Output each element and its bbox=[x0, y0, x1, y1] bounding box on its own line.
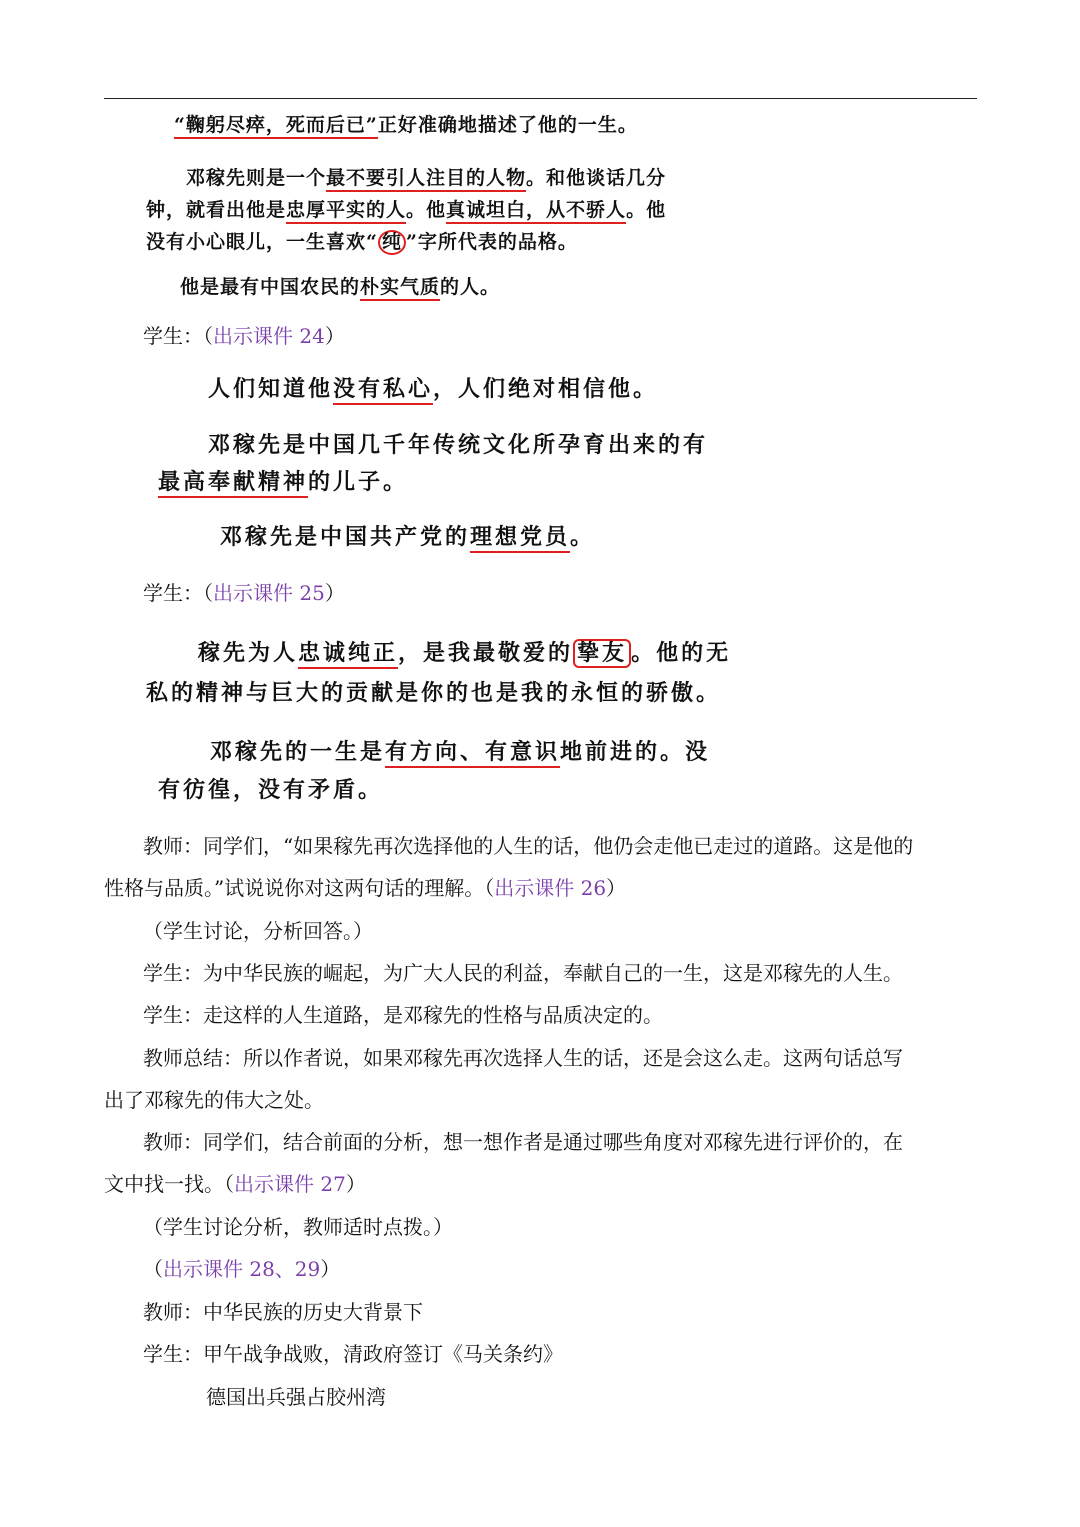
slide-reference: 出示课件 27 bbox=[234, 1172, 346, 1196]
student-line: 德国出兵强占胶州湾 bbox=[206, 1385, 386, 1409]
student-line: 学生：甲午战争战败，清政府签订《马关条约》 bbox=[143, 1342, 563, 1366]
underlined-phrase: 最高奉献精神 bbox=[158, 469, 308, 498]
note-line: （学生讨论分析，教师适时点拨。） bbox=[143, 1215, 453, 1239]
underlined-phrase: 理想党员 bbox=[470, 524, 570, 553]
student-line: 学生：（出示课件 25） bbox=[143, 581, 345, 605]
student-line: 学生：（出示课件 24） bbox=[143, 324, 345, 348]
header-rule bbox=[104, 98, 977, 99]
quote-line: 邓稼先则是一个最不要引人注目的人物。和他谈话几分 bbox=[186, 163, 666, 190]
teacher-line: 出了邓稼先的伟大之处。 bbox=[104, 1088, 324, 1112]
underlined-phrase: 忠诚纯正 bbox=[298, 640, 398, 669]
note-line: （出示课件 28、29） bbox=[143, 1257, 341, 1281]
quote-line: 邓稼先是中国共产党的理想党员。 bbox=[220, 520, 595, 551]
quote-line: 稼先为人忠诚纯正，是我最敬爱的 挚友 。他的无 bbox=[198, 636, 731, 668]
quote-line: “鞠躬尽瘁，死而后已”正好准确地描述了他的一生。 bbox=[174, 110, 638, 137]
quote-line: 最高奉献精神的儿子。 bbox=[158, 465, 408, 496]
underlined-phrase: 朴实气质 bbox=[360, 276, 440, 301]
quote-line: 邓稼先的一生是有方向、有意识地前进的。没 bbox=[210, 735, 710, 766]
teacher-line: 教师总结：所以作者说，如果邓稼先再次选择人生的话，还是会这么走。这两句话总写 bbox=[143, 1046, 903, 1070]
underlined-phrase: 有方向、有意识 bbox=[385, 739, 560, 768]
quote-line: 有彷徨，没有矛盾。 bbox=[158, 777, 384, 803]
quote-line: 钟，就看出他是忠厚平实的人。他真诚坦白，从不骄人。他 bbox=[146, 195, 666, 222]
slide-reference: 出示课件 28、29 bbox=[163, 1257, 321, 1281]
note-line: （学生讨论，分析回答。） bbox=[143, 919, 373, 943]
slide-reference: 出示课件 24 bbox=[213, 324, 325, 348]
quote-line: 他是最有中国农民的朴实气质的人。 bbox=[180, 272, 500, 299]
slide-reference: 出示课件 25 bbox=[213, 581, 325, 605]
teacher-line: 文中找一找。（出示课件 27） bbox=[104, 1172, 366, 1196]
underlined-phrase: “鞠躬尽瘁，死而后已” bbox=[174, 114, 378, 139]
student-line: 学生：走这样的人生道路，是邓稼先的性格与品质决定的。 bbox=[143, 1003, 663, 1027]
underlined-phrase: 最不要引人注目的人物 bbox=[326, 167, 526, 192]
teacher-line: 教师：同学们，结合前面的分析，想一想作者是通过哪些角度对邓稼先进行评价的，在 bbox=[143, 1130, 903, 1154]
boxed-phrase: 挚友 bbox=[573, 639, 631, 668]
underlined-phrase: 没有私心 bbox=[333, 376, 433, 405]
quote-line: 没有小心眼儿，一生喜欢“ 纯 ”字所代表的品格。 bbox=[146, 231, 578, 253]
slide-reference: 出示课件 26 bbox=[494, 876, 607, 900]
quote-line: 人们知道他没有私心，人们绝对相信他。 bbox=[208, 372, 658, 403]
teacher-line: 教师：中华民族的历史大背景下 bbox=[143, 1300, 423, 1324]
circled-character: 纯 bbox=[378, 230, 406, 255]
underlined-phrase: 真诚坦白，从不骄人 bbox=[446, 199, 626, 224]
underlined-phrase: 忠厚平实的人 bbox=[286, 199, 406, 224]
student-line: 学生：为中华民族的崛起，为广大人民的利益，奉献自己的一生，这是邓稼先的人生。 bbox=[143, 961, 903, 985]
quote-line: 邓稼先是中国几千年传统文化所孕育出来的有 bbox=[208, 432, 709, 458]
quote-line: 私的精神与巨大的贡献是你的也是我的永恒的骄傲。 bbox=[146, 680, 722, 706]
teacher-line: 教师：同学们，“如果稼先再次选择他的人生的话，他仍会走他已走过的道路。这是他的 bbox=[143, 834, 914, 858]
teacher-line: 性格与品质。”试说说你对这两句话的理解。（出示课件 26） bbox=[104, 876, 627, 900]
